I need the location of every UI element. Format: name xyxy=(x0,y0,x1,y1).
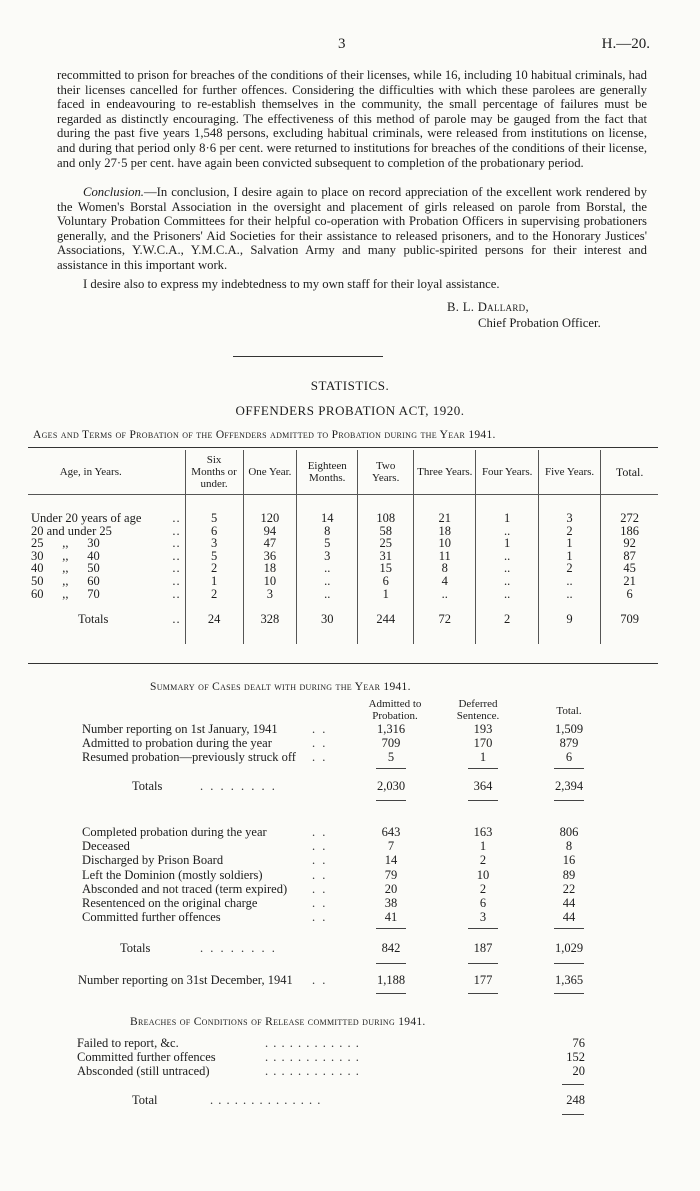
totals-label: Totals xyxy=(78,611,109,626)
value-cell: .. xyxy=(476,550,538,563)
signature-name: B. L. Dallard, xyxy=(447,300,529,314)
leader-dots: . . xyxy=(312,722,328,736)
leader-dots: . . xyxy=(312,896,328,910)
value-cell: 25 xyxy=(358,537,414,550)
value-cell: 1 xyxy=(185,575,243,588)
summary-value: 3 xyxy=(479,910,487,925)
summary-row-label: Number reporting on 1st January, 1941 xyxy=(82,722,278,736)
age-term-table xyxy=(28,450,658,644)
total-cell: 244 xyxy=(358,608,414,630)
leader-dots: .. xyxy=(172,536,181,551)
value-cell: .. xyxy=(538,575,600,588)
summary-value: 7 xyxy=(387,839,395,854)
leader-dots: .. xyxy=(172,511,181,525)
summary-value: 364 xyxy=(473,779,493,793)
leader-dots: .. xyxy=(172,611,181,626)
leader-dots: . . xyxy=(312,825,328,839)
summation-rule xyxy=(554,768,584,769)
leader-dots: . . . . . . . . xyxy=(200,779,277,793)
summary-value: 20 xyxy=(384,881,398,896)
body-paragraph-1: recommitted to prison for breaches of the conditions of their licenses, while 16, including 10 habitual criminals, had their licenses cancelled for further offences. Considering the difficulties with which these parolees are generally faced in endeavouring to re-establish themselves in the community, the small percentage of failures must be regarded as distinctly encouraging. The effectiveness of this method of parole may be gauged from the fact that during the past five years 1,548 persons, excluding habitual criminals, were released from institutions on license, and during that period only 8·6 per cent. were returned to institutions for breaches of the conditions of their license, and only 27·5 per cent. have again been convicted subsequent to completion of the probationary period. xyxy=(57,68,647,170)
section-divider xyxy=(233,356,383,357)
value-cell: 6 xyxy=(185,525,243,538)
breach-value: 20 xyxy=(572,1064,585,1078)
leader-dots: .. xyxy=(172,586,181,601)
value-cell: .. xyxy=(297,588,358,601)
summation-rule xyxy=(562,1084,584,1085)
value-cell: .. xyxy=(476,575,538,588)
summation-rule xyxy=(376,800,406,801)
value-cell: 1 xyxy=(538,550,600,563)
summation-rule xyxy=(468,993,498,994)
summary-totals-label: Totals xyxy=(120,941,151,955)
value-cell: 6 xyxy=(358,575,414,588)
table-row xyxy=(28,512,658,525)
value-cell: 108 xyxy=(358,512,414,525)
summary-totals-label: Totals xyxy=(132,779,163,793)
leader-dots: . . . . . . . . . . . . xyxy=(265,1036,360,1050)
summary-value: 6 xyxy=(565,750,573,764)
leader-dots: . . xyxy=(312,881,328,896)
value-cell: 14 xyxy=(297,512,358,525)
value-cell: 3 xyxy=(538,512,600,525)
closing-paragraph: I desire also to express my indebtedness to my own staff for their loyal assistance. xyxy=(83,277,500,291)
summary-row-label: Resumed probation—previously struck off xyxy=(82,750,296,764)
age-cell: 50 ,, 60 xyxy=(31,573,100,588)
summary-value: 193 xyxy=(473,722,493,736)
conclusion-label: Conclusion. xyxy=(83,185,144,199)
leader-dots: .. xyxy=(172,561,181,576)
value-cell: 272 xyxy=(601,512,658,525)
summation-rule xyxy=(554,928,584,929)
summary-row-label: Committed further offences xyxy=(82,910,221,925)
leader-dots: . . xyxy=(312,736,328,750)
col-three-years: Three Years. xyxy=(414,450,476,494)
age-cell: 30 ,, 40 xyxy=(31,548,100,563)
summation-rule xyxy=(376,993,406,994)
total-cell: 709 xyxy=(601,608,658,630)
value-cell: 31 xyxy=(358,550,414,563)
summation-rule xyxy=(376,963,406,964)
summation-rule xyxy=(468,963,498,964)
summary-value: 2 xyxy=(479,881,487,896)
col-eighteen-months: Eighteen Months. xyxy=(297,450,358,494)
summation-rule xyxy=(468,800,498,801)
total-cell: 2 xyxy=(476,608,538,630)
summation-rule xyxy=(554,800,584,801)
leader-dots: . . . . . . . . xyxy=(200,941,277,955)
summary-value: 5 xyxy=(387,750,395,764)
summation-rule xyxy=(562,1114,584,1115)
leader-dots: . . xyxy=(312,853,328,868)
summary-value: 1,188 xyxy=(376,973,406,987)
table-row xyxy=(28,537,658,550)
table-row xyxy=(28,525,658,538)
value-cell: 5 xyxy=(185,512,243,525)
summary-row-label: Resentenced on the original charge xyxy=(82,896,258,910)
value-cell: 87 xyxy=(601,550,658,563)
leader-dots: . . . . . . . . . . . . . . xyxy=(210,1093,322,1107)
summary-value: 6 xyxy=(479,896,487,910)
summary-value: 44 xyxy=(562,896,576,910)
summary-value: 1,316 xyxy=(376,722,406,736)
breach-total-label: Total xyxy=(132,1093,158,1107)
value-cell: 58 xyxy=(358,525,414,538)
summary-value: 44 xyxy=(562,910,576,925)
act-heading: OFFENDERS PROBATION ACT, 1920. xyxy=(235,403,465,418)
age-table-caption: Ages and Terms of Probation of the Offenders admitted to Probation during the Year 1941. xyxy=(33,429,496,441)
summary-value: 187 xyxy=(473,941,493,955)
summary-col-deferred: Deferred Sentence. xyxy=(456,698,500,722)
value-cell: .. xyxy=(297,575,358,588)
summation-rule xyxy=(376,928,406,929)
summary-value: 79 xyxy=(384,867,398,882)
value-cell: 94 xyxy=(243,525,297,538)
summation-rule xyxy=(468,768,498,769)
summary-col-admitted: Admitted to Probation. xyxy=(368,698,422,722)
summary-value: 16 xyxy=(562,853,576,868)
leader-dots: . . xyxy=(312,910,328,925)
summary-row-label: Completed probation during the year xyxy=(82,825,267,839)
value-cell: .. xyxy=(297,562,358,575)
summary-value: 1 xyxy=(479,750,487,764)
value-cell: 186 xyxy=(601,525,658,538)
summary-value: 1 xyxy=(479,839,487,854)
value-cell: 21 xyxy=(601,575,658,588)
summary-value: 38 xyxy=(384,896,398,910)
summary-value: 10 xyxy=(476,867,490,882)
summation-rule xyxy=(468,928,498,929)
age-cell: 20 and under 25 xyxy=(31,523,112,538)
table-row xyxy=(28,588,658,601)
summary-value: 170 xyxy=(473,736,493,750)
spacer-row xyxy=(28,630,658,644)
summary-value: 14 xyxy=(384,853,398,868)
value-cell: 21 xyxy=(414,512,476,525)
value-cell: 15 xyxy=(358,562,414,575)
age-cell: 25 ,, 30 xyxy=(31,536,100,551)
totals-row xyxy=(28,608,658,630)
summary-value: 1,029 xyxy=(554,941,584,955)
summary-value: 879 xyxy=(559,736,579,750)
value-cell: .. xyxy=(476,525,538,538)
value-cell: 8 xyxy=(297,525,358,538)
summation-rule xyxy=(554,963,584,964)
value-cell: 3 xyxy=(297,550,358,563)
value-cell: 10 xyxy=(414,537,476,550)
value-cell: 4 xyxy=(414,575,476,588)
summary-value: 8 xyxy=(565,839,573,854)
value-cell: 2 xyxy=(185,588,243,601)
conclusion-text: In conclusion, I desire again to place on record appreciation of the excellent work rendered by the Women's Borstal Association in the oversight and placement of girls released on parole from Borstal, the Voluntary Probation Committees for their helpful co-operation with Probation Officers in supervising probationers generally, and the Prisoners' Aid Societies for their assistance to released prisoners, and to the Honorary Justices' Associations, Y.W.C.A., Y.M.C.A., Salvation Army and many public-spirited persons for their interest and assistance in this important work. xyxy=(57,185,647,272)
total-cell: 328 xyxy=(243,608,297,630)
summary-value: 89 xyxy=(562,867,576,882)
col-total: Total. xyxy=(601,450,658,494)
leader-dots: . . xyxy=(312,750,328,764)
summary-value: 22 xyxy=(562,881,576,896)
breach-label: Absconded (still untraced) xyxy=(77,1064,210,1078)
value-cell: 18 xyxy=(243,562,297,575)
col-four-years: Four Years. xyxy=(476,450,538,494)
total-cell: 24 xyxy=(185,608,243,630)
summary-value: 2,394 xyxy=(554,779,584,793)
total-cell: 72 xyxy=(414,608,476,630)
total-cell: 9 xyxy=(538,608,600,630)
summary-row-label: Discharged by Prison Board xyxy=(82,853,224,868)
value-cell: 10 xyxy=(243,575,297,588)
breach-total-value: 248 xyxy=(566,1093,585,1107)
document-reference: H.—20. xyxy=(601,36,650,52)
col-two-years: Two Years. xyxy=(358,450,414,494)
leader-dots: . . xyxy=(312,839,328,854)
table-row xyxy=(28,562,658,575)
value-cell: 18 xyxy=(414,525,476,538)
total-cell: 30 xyxy=(297,608,358,630)
leader-dots: .. xyxy=(172,523,181,538)
breaches-caption: Breaches of Conditions of Release committed during 1941. xyxy=(130,1016,426,1028)
value-cell: 36 xyxy=(243,550,297,563)
col-six-months: Six Months or under. xyxy=(185,450,243,494)
summary-value: 2,030 xyxy=(376,779,406,793)
leader-dots: . . . . . . . . . . . . xyxy=(265,1064,360,1078)
value-cell: 47 xyxy=(243,537,297,550)
summary-value: 1,365 xyxy=(554,973,584,987)
summary-value: 177 xyxy=(473,973,493,987)
value-cell: .. xyxy=(538,588,600,601)
value-cell: .. xyxy=(414,588,476,601)
table-row xyxy=(28,575,658,588)
leader-dots: . . xyxy=(312,973,328,987)
spacer-row xyxy=(28,494,658,512)
value-cell: 92 xyxy=(601,537,658,550)
breach-label: Failed to report, &c. xyxy=(77,1036,179,1050)
table-row xyxy=(28,550,658,563)
summary-row-label: Absconded and not traced (term expired) xyxy=(82,881,288,896)
value-cell: 120 xyxy=(243,512,297,525)
conclusion-paragraph: Conclusion.—In conclusion, I desire again to place on record appreciation of the excellent work rendered by the Women's Borstal Association in the oversight and placement of girls released on parole from Borstal, the Voluntary Probation Committees for their helpful co-operation with Probation Officers in supervising probationers generally, and the Prisoners' Aid Societies for their assistance to released prisoners, and to the Honorary Justices' Associations, Y.W.C.A., Y.M.C.A., Salvation Army and many public-spirited persons for their interest and assistance in this important work. xyxy=(57,185,647,272)
summary-value: 643 xyxy=(381,825,401,839)
age-cell: 60 ,, 70 xyxy=(31,586,100,601)
value-cell: 3 xyxy=(243,588,297,601)
spacer-row xyxy=(28,600,658,608)
table-bottom-rule xyxy=(28,663,658,664)
value-cell: 2 xyxy=(185,562,243,575)
col-age: Age, in Years. xyxy=(59,465,122,478)
value-cell: 8 xyxy=(414,562,476,575)
table-top-rule xyxy=(28,447,658,448)
summary-row-label: Number reporting on 31st December, 1941 xyxy=(78,973,293,987)
value-cell: 11 xyxy=(414,550,476,563)
value-cell: 2 xyxy=(538,525,600,538)
age-cell: Under 20 years of age xyxy=(31,511,142,525)
value-cell: 1 xyxy=(358,588,414,601)
statistics-heading: STATISTICS. xyxy=(310,378,390,393)
value-cell: 5 xyxy=(185,550,243,563)
value-cell: 1 xyxy=(538,537,600,550)
leader-dots: . . . . . . . . . . . . xyxy=(265,1050,360,1064)
value-cell: 3 xyxy=(185,537,243,550)
summary-value: 163 xyxy=(473,825,493,839)
value-cell: .. xyxy=(476,588,538,601)
breach-value: 76 xyxy=(572,1036,585,1050)
summary-value: 41 xyxy=(384,910,398,925)
page-number: 3 xyxy=(338,36,346,52)
summation-rule xyxy=(376,768,406,769)
col-dots-spacer xyxy=(153,450,185,494)
leader-dots: . . xyxy=(312,867,328,882)
summary-row-label: Deceased xyxy=(82,839,130,854)
summation-rule xyxy=(554,993,584,994)
summary-value: 2 xyxy=(479,853,487,868)
value-cell: 1 xyxy=(476,537,538,550)
summary-row-label: Left the Dominion (mostly soldiers) xyxy=(82,867,263,882)
col-one-year: One Year. xyxy=(243,450,297,494)
summary-value: 842 xyxy=(381,941,401,955)
summary-value: 709 xyxy=(381,736,401,750)
breach-value: 152 xyxy=(566,1050,585,1064)
value-cell: 6 xyxy=(601,588,658,601)
value-cell: 2 xyxy=(538,562,600,575)
summary-caption: Summary of Cases dealt with during the Year 1941. xyxy=(150,681,411,693)
age-cell: 40 ,, 50 xyxy=(31,561,100,576)
value-cell: 5 xyxy=(297,537,358,550)
summary-value: 806 xyxy=(559,825,579,839)
value-cell: 45 xyxy=(601,562,658,575)
summary-col-total: Total. xyxy=(556,705,582,717)
summary-row-label: Admitted to probation during the year xyxy=(82,736,272,750)
value-cell: 1 xyxy=(476,512,538,525)
summary-value: 1,509 xyxy=(554,722,584,736)
col-five-years: Five Years. xyxy=(538,450,600,494)
leader-dots: .. xyxy=(172,573,181,588)
signature-title: Chief Probation Officer. xyxy=(478,316,601,330)
leader-dots: .. xyxy=(172,548,181,563)
breach-label: Committed further offences xyxy=(77,1050,216,1064)
value-cell: .. xyxy=(476,562,538,575)
